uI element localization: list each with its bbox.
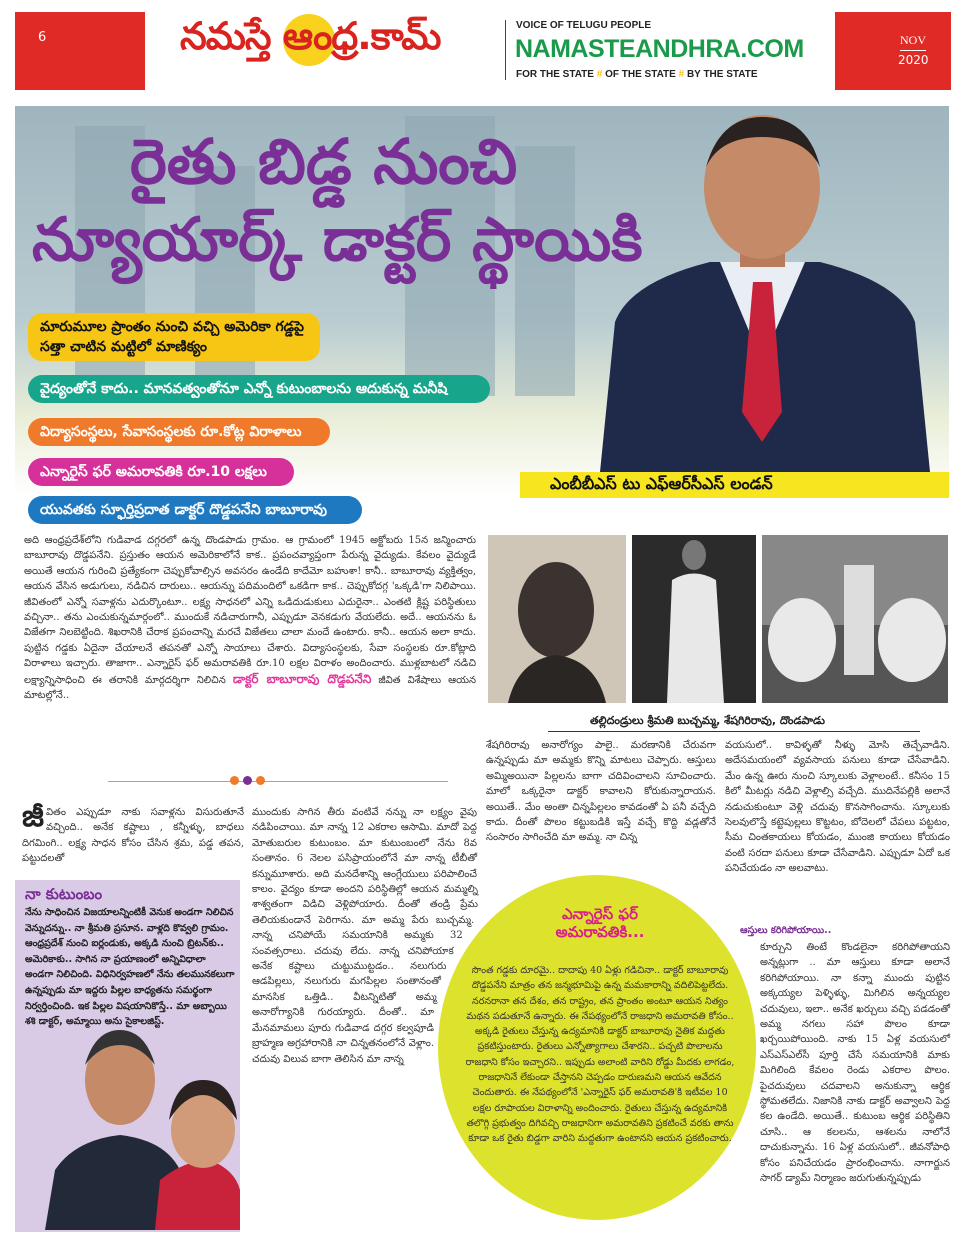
mother-photo — [632, 535, 756, 703]
page-number: 6 — [38, 30, 47, 45]
headline-line-1: రైతు బిడ్డ నుంచి — [130, 125, 518, 198]
father-photo — [488, 535, 626, 703]
intro-highlight: డాక్టర్ బాబూరావు దొడ్డపనేని — [232, 671, 372, 686]
highlight-pill: ఎన్నారైస్ ఫర్ అమరావతికి రూ.10 లక్షలు — [28, 458, 294, 486]
masthead-divider — [505, 20, 506, 80]
intro-text-end: జీవిత విశేషాలు ఆయన మాటల్లోనే.. — [24, 674, 476, 702]
headline-line-2: న్యూయార్క్ డాక్టర్ స్థాయికి — [32, 205, 643, 275]
sub-heading: ఆస్తులు కరిగిపోయాయి.. — [740, 925, 832, 936]
tagline-part: OF THE STATE — [602, 69, 679, 80]
masthead — [15, 12, 951, 90]
caption-rule — [548, 731, 920, 732]
drop-cap: జీ — [22, 799, 44, 834]
highlight-pill: వైద్యంతోనే కాదు.. మానవత్వంతోనూ ఎన్నో కుటుంబాలను ఆదుకున్న మనీషి — [28, 375, 490, 403]
couple-photo — [45, 1020, 240, 1230]
nri-title-line: అమరావతికి... — [555, 923, 645, 941]
highlight-pill: మారుమూల ప్రాంతం నుంచి వచ్చి అమెరికా గడ్డపై సత్తా చాటిన మట్టిలో మాణిక్యం — [28, 313, 320, 361]
divider-dot — [243, 776, 252, 785]
issue-year: 2020 — [898, 53, 929, 67]
tagline-part: BY THE STATE — [684, 69, 758, 80]
highlight-pill: విద్యాసంస్థలు, సేవాసంస్థలకు రూ.కోట్ల విరాళాలు — [28, 418, 330, 446]
highlight-pill: యువతకు స్ఫూర్తిప్రదాత డాక్టర్ దొడ్డపనేని బాబూరావు — [28, 496, 362, 524]
divider-dot — [256, 776, 265, 785]
family-title: నా కుటుంబం — [25, 885, 103, 903]
farm-photo — [762, 535, 948, 703]
article-column-4: వయసులో.. కావిళ్ళతో నీళ్ళు మోసి తెచ్చేవాడిని. అదేసమయంలో వ్యవసాయ పనులు కూడా చేసేవాడిని. మేం ఉన్న ఊరు నుంచి స్కూలుకు వెళ్లాలంటే.. కనీసం 15 కిలో మీటర్లు నడిచి వెళ్లాల్సి వచ్చేది. ముదినేపల్లికి అలానే నడుచుకుంటూ వెళ్లి చదువు కొనసాగించాను. స్కూలుకు సెలవులొస్తే కట్టెపుల్లలు కొట్టటం, బోదెలలో చేపలు పట్టటం, సీమ చింతకాయలు కోయడం, ముంజి కాయలు కోయడం వంటి సరదా పనులు కూడా చేసేవాడిని. ఎప్పుడూ ఏదో ఒక పనిచేయడం నా అలవాటు. — [725, 740, 950, 875]
tagline-part: FOR THE STATE — [516, 69, 597, 80]
masthead-tagline — [516, 69, 758, 80]
doctor-portrait — [590, 112, 935, 472]
tagline-hash: # — [596, 69, 603, 80]
section-divider — [108, 781, 448, 782]
divider-dot — [230, 776, 239, 785]
intro-paragraph — [24, 533, 476, 703]
issue-month: NOV — [900, 33, 926, 51]
column-text: ముందుకు సాగిన తీరు వంటివే నన్ను నా లక్ష్యం వైపు నడిపించాయి. మా నాన్న 12 ఎకరాల ఆసామి. మాదో పెద్ద మోతుబరుల కుటుంబం. మా కుటుంబంలో నేను 8వ సంతానం. 6 నెలల పసిప్రాయంలోనే మా నాన్న టీబీతో కన్నుమూశారు. అది మనదేశాన్ని ఆంగ్లేయులు పరిపాలించే కాలం. వైద్యం కూడా అందని పరిస్థితిల్లో ఆయన మమ్మల్ని శాశ్వతంగా విడిచి వెళ్లిపోయారు. దీంతో తండ్రి ప్రేమ తెలియకుండానే పెరిగాను. మా అమ్మ పేరు బుచ్చమ్మ. నాన్న చనిపోయే సమయానికి అమ్మకు 32 సంవత్సరాలు. చదువు లేదు. నాన్న చనిపోయాక అనేక కష్టాలు చుట్టుముట్టడం.. నలుగురు ఆడపిల్లలు, నలుగురు మగపిల్లల సంతానంతో మానసిక ఒత్తిడి.. వీటన్నిటితో అమ్మ అనారోగ్యానికి గురయ్యారు. దీంతో.. మా మేనమామలు పూరు గుడివాడ దగ్గర కల్వపూడి బ్రాహ్మణ అగ్రహారానికి నా చిన్నతనంలోనే వెళ్లాం. చదువు విలువ బాగా తెలిసిన మా నాన్న — [252, 807, 478, 1065]
wrap-spacer — [477, 805, 478, 875]
nri-box-title — [530, 905, 670, 941]
column-text: వితం ఎప్పుడూ నాకు సవాళ్లను విసురుతూనే వచ్చింది.. అనేక కష్టాలు , కన్నీళ్ళు, బాధలు దిగమింగి.. లక్ష్య సాధన కోసం చేసిన శ్రమ, పడ్డ తపన, పట్టుదలతో — [22, 807, 244, 865]
intro-text: అది ఆంధ్రప్రదేశ్‌లోని గుడివాడ దగ్గరలో ఉన్న దొండపాడు గ్రామం. ఆ గ్రామంలో 1945 అక్టోబరు 15న జన్మించారు బాబూరావు దొడ్డపనేని. ప్రస్తుతం ఆయన అమెరికాలోనే కాక.. ప్రపంచవ్యాప్తంగా పేరున్న వైద్యుడు. కేవలం వైద్యుడే అయితే ఆయన గురించి ప్రత్యేకంగా చెప్పుకోవాల్సిన అవసరం ఉండేది కాదేమో బహుశా! కానీ.. బాబూరావు వ్యక్తిత్వం, ఆయన వేసిన అడుగులు, నడిచిన దారులు.. ఆయన్ను పదిమందిలో ఒకడిగా కాక.. చెప్పుకోదగ్గ 'ఒక్కడి'గా నిలిపాయి. జీవితంలో ఎన్నో సవాళ్లను ఎదుర్కొంటూ.. లక్ష్య సాధనలో ఎన్ని ఒడిదుడుకులు ఎదురైనా.. ఎంతటి క్లిష్ట పరిస్థితులు వచ్చినా.. తను ఎంచుకున్నమార్గంలో.. ముందుకే నడిచారుగానీ, ఎప్పుడూ వెనకడుగు వేయలేదు. అదే.. ఆయనను ఓ విజేతగా నిలబెట్టింది. శిఖరానికి చేరాక ప్రపంచాన్ని మరచే విజేతలు చాలా మందే ఉంటారు. కానీ.. ఆయన అలా కాదు. పుట్టిన గడ్డకు ఏదైనా చేయాలనే తపనతో ఎన్నో సాయాలు చేశారు. విద్యాసంస్థలకు, సేవా సంస్థలకు రూ.కోట్లాది విరాళాలు ఇచ్చారు. తాజాగా.. ఎన్నారైస్ ఫర్ అమరావతికి రూ.10 లక్షల విరాళం అందించారు. ముళ్లబాటలో నడిచి లక్ష్యాన్నిసాధించి ఈ తరానికి మార్గదర్శిగా నిలిచిన — [24, 535, 476, 686]
article-column-4-continued: కూర్చుని తింటే కొండలైనా కరిగిపోతాయని అన్నట్లుగా .. మా ఆస్తులు కూడా అలానే కరిగిపోయాయి. నా కన్నా ముందు పుట్టిన అక్కయ్యల పెళ్ళిళ్ళు, మిగిలిన అన్నయ్యల చదువులు, ఇలా.. అనేక ఖర్చులు వచ్చి పడడంతో అమ్మ నగలు సహా పొలం కూడా ఖర్చయిపోయింది. నాకు 15 ఏళ్ల వయసులో ఎస్ఎస్ఎల్‌సీ పూర్తి చేసే సమయానికి మాకు మిగిలింది కేవలం రెండు ఎకరాల పొలం. పైచదువులు చదవాలని అనుకున్నా ఆర్థిక స్థోమతలేదు. నిజానికి నాకు డాక్టర్ అవ్వాలని పెద్ద కల ఉండేది. అయితే.. కుటుంబ ఆర్థిక పరిస్థితిని చూసి.. ఆ కలలను, ఆశలను నాలోనే దాచుకున్నాను. 16 ఏళ్ల వయసులో.. జీవనోపాధి కోసం పనిచేయడం ప్రారంభించాను. నాగార్జున సాగర్ డ్యామ్ నిర్మాణం జరుగుతున్నప్పుడు — [760, 942, 950, 1185]
photo-caption: తల్లిదండ్రులు శ్రీమతి బుచ్చమ్మ, శేషగిరిరావు, దొండపాడు — [590, 714, 825, 727]
logo: నమస్తే ఆంధ్ర.కామ్ — [180, 14, 441, 58]
masthead-voice: VOICE OF TELUGU PEOPLE — [516, 20, 652, 31]
portrait-caption: ఎంబీబీఎస్ టు ఎఫ్‌ఆర్‌సీఎస్ లండన్ — [520, 472, 949, 498]
masthead-site: NAMASTEANDHRA.COM — [515, 35, 804, 63]
article-column-1 — [22, 799, 244, 867]
nri-title-line: ఎన్నారైస్ ఫర్ — [562, 905, 638, 923]
tagline-hash: # — [678, 69, 685, 80]
article-column-3: శేషగిరిరావు అనారోగ్యం పాలై.. మరణానికి చేరువగా ఉన్నప్పుడు మా అమ్మకు కొన్ని మాటలు చెప్పారు. ఆస్తులు అమ్మిఅయినా పిల్లలను బాగా చదివించాలని సూచించారు. మాలో ఒక్కరైనా డాక్టర్ కావాలని కోరుకున్నారాయన. అయితే.. మేం అంతా చిన్నపిల్లలం కావడంతో ఏ పనీ వచ్చేది కాదు. దీంతో పొలం కట్టుబడికి ఇస్తే వచ్చే కొద్ది వడ్లతోనే సంసారం సాగించేది మా అమ్మ. నా చిన్న — [486, 740, 716, 844]
family-text: నేను సాధించిన విజయాలన్నింటికీ వెనుక అండగా నిలిచిన వెన్నుదన్ను.. నా శ్రీమతి ప్రసూన. వాళ్లది కొవ్వలి గ్రామం. ఆంధ్రప్రదేశ్ నుంచి ఐర్లండుకు, అక్కడి నుంచి బ్రిటన్‌కు.. అమెరికాకు.. సాగిన నా ప్రయాణంలో అన్నివిధాలా అండగా నిలిచింది. విధినిర్వహణలో నేను తలమునకలుగా ఉన్నప్పుడు మా ఇద్దరు పిల్లల బాధ్యతను సమర్థంగా నిర్వర్తించింది. ఇక పిల్లల విషయానికొస్తే.. మా అబ్బాయి శశి డాక్టర్, అమ్మాయి అను సైకాలజిస్ట్. — [25, 907, 235, 1028]
nri-box-text: సొంత గడ్డకు దూరమై.. దాదాపు 40 ఏళ్లు గడిచినా.. డాక్టర్ బాబూరావు దొడ్డపనేని మాత్రం తన జన్మభూమిపై ఉన్న మమకారాన్ని వదిలిపెట్టలేదు. నరనరానా తన దేశం, తన రాష్ట్రం, తన ప్రాంతం అంటూ ఆయన నిత్యం మథన పడుతూనే ఉన్నారు. ఈ నేపథ్యంలోనే రాజధాని అమరావతి కోసం.. అక్కడి రైతులు చేస్తున్న ఉద్యమానికి డాక్టర్ బాబూరావు నైతిక మద్దతు ప్రకటిస్తుంటారు. రైతులు ఎన్నోత్యాగాలు చేశారని.. పచ్చటి పొలాలను రాజధాని కోసం ఇచ్చారని.. ఇప్పుడు అలాంటి వారిని రోడ్డు మీదకు లాగడం, రాజధానినే లేకుండా చేస్తానని చెప్పడం దారుణమని ఆయన ఆవేదన చెందుతారు. ఈ నేపథ్యంలోనే 'ఎన్నారైస్ ఫర్ అమరావతి'కి ఇటీవల 10 లక్షల రూపాయల విరాళాన్ని అందించారు. రైతులు చేస్తున్న ఉద్యమానికి తలొగ్గి ప్రభుత్వం దిగివచ్చి రాజధానిగా అమరావతిని ప్రకటించే వరకు తాను కూడా ఒక రైతు బిడ్డగా వారిని మద్దతుగా ఉంటానని ఆయన ప్రకటించారు. — [465, 965, 735, 1145]
